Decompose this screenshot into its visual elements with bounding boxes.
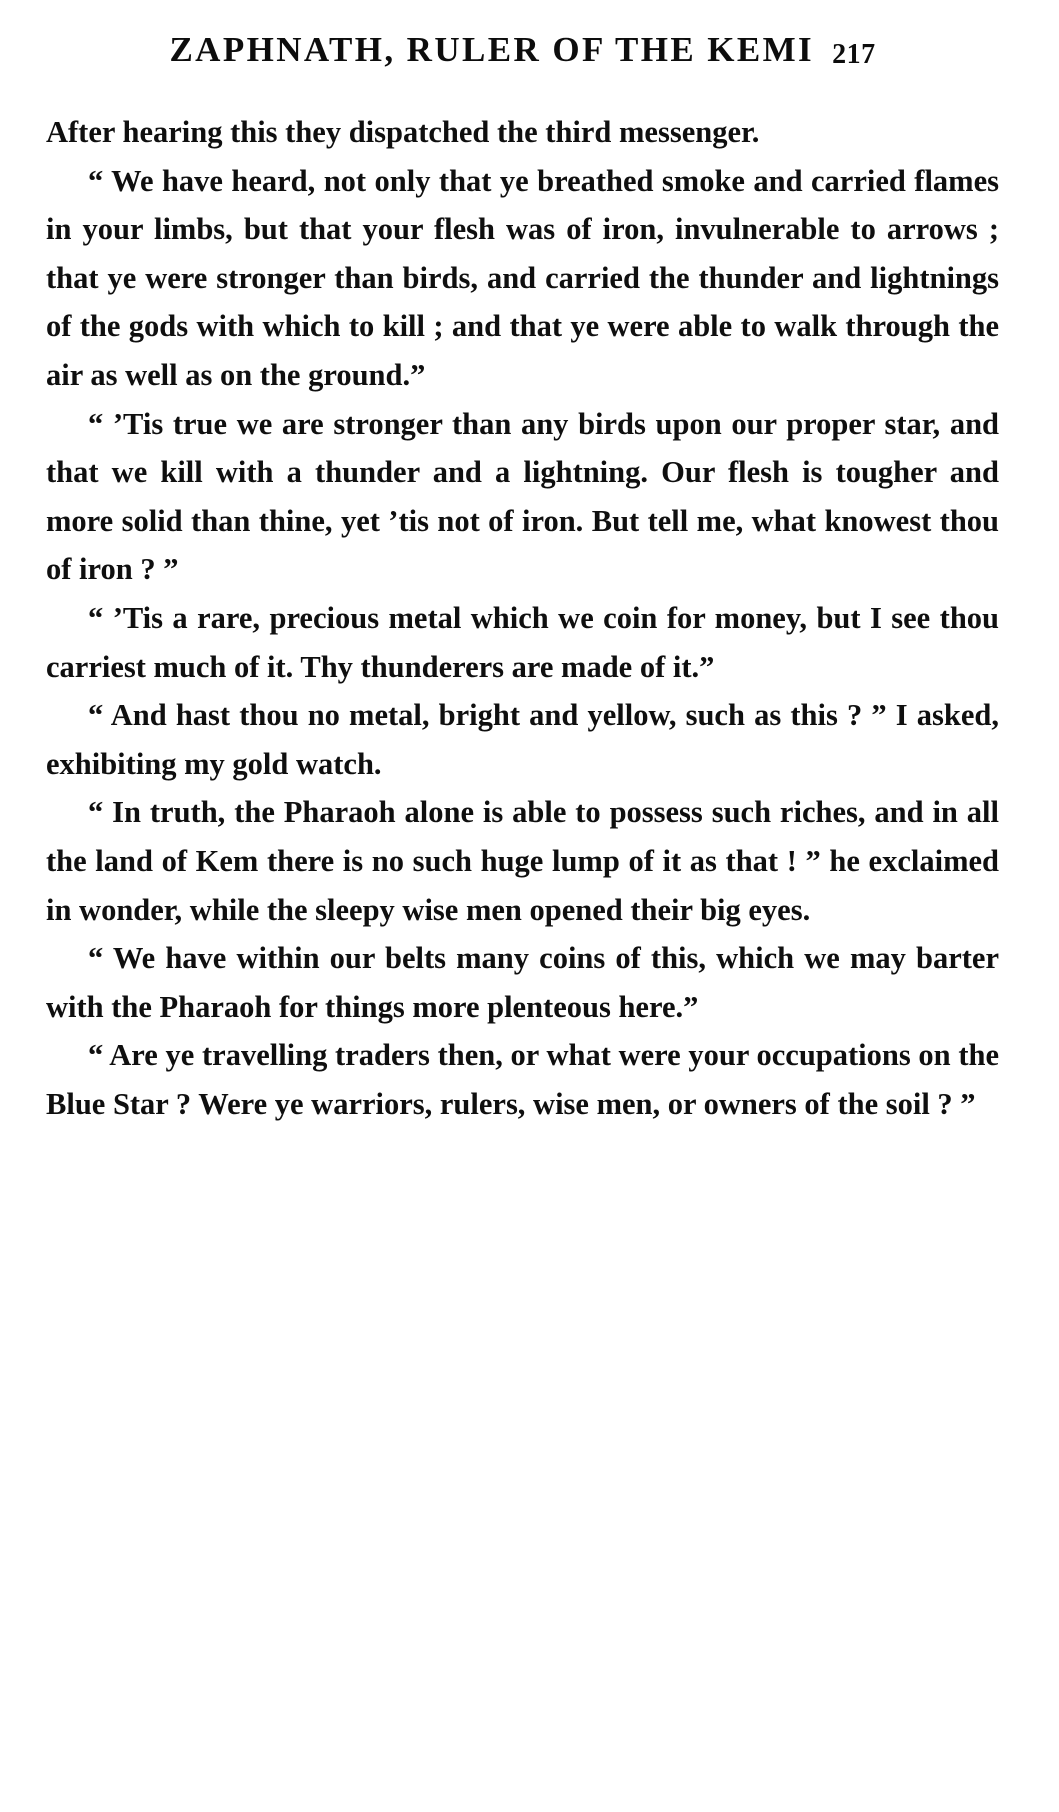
paragraph: After hearing this they dispatched the third messenger. [46,115,760,149]
paragraph: “ We have within our belts many coins of this, which we may barter with the Pharaoh for things more plenteous here.” [46,941,999,1024]
paragraph: “ Are ye travelling traders then, or what were your occupations on the Blue Star ? Were ye warriors, rulers, wise men, or owners of the soil ? ” [46,1038,999,1121]
paragraph: “ ’Tis true we are stronger than any birds upon our proper star, and that we kill with a thunder and a lightning. Our flesh is tougher and more solid than thine, yet ’tis not of iron. But tell me, what knowest thou of iron ? ” [46,406,999,587]
paragraph: “ And hast thou no metal, bright and yellow, such as this ? ” I asked, exhibiting my gold watch. [46,698,999,781]
paragraph: “ We have heard, not only that ye breathed smoke and carried flames in your limbs, but that your flesh was of iron, invulnerable to arrows ; that ye were stronger than birds, and carried the thunder and lightnings of the gods with which to kill ; and that ye were able to walk through the air as well as on the ground.” [46,163,999,392]
paragraph: “ ’Tis a rare, precious metal which we coin for money, but I see thou carriest much of it. Thy thunderers are made of it.” [46,600,999,684]
body-text [46,108,999,1128]
paragraph: “ In truth, the Pharaoh alone is able to possess such riches, and in all the land of Kem there is no such huge lump of it as that ! ” he exclaimed in wonder, while the sleepy wise men opened their big eyes. [46,795,999,927]
page-number: 217 [832,39,876,70]
running-head [46,30,999,70]
running-head-title: ZAPHNATH, RULER OF THE KEMI [169,30,815,69]
